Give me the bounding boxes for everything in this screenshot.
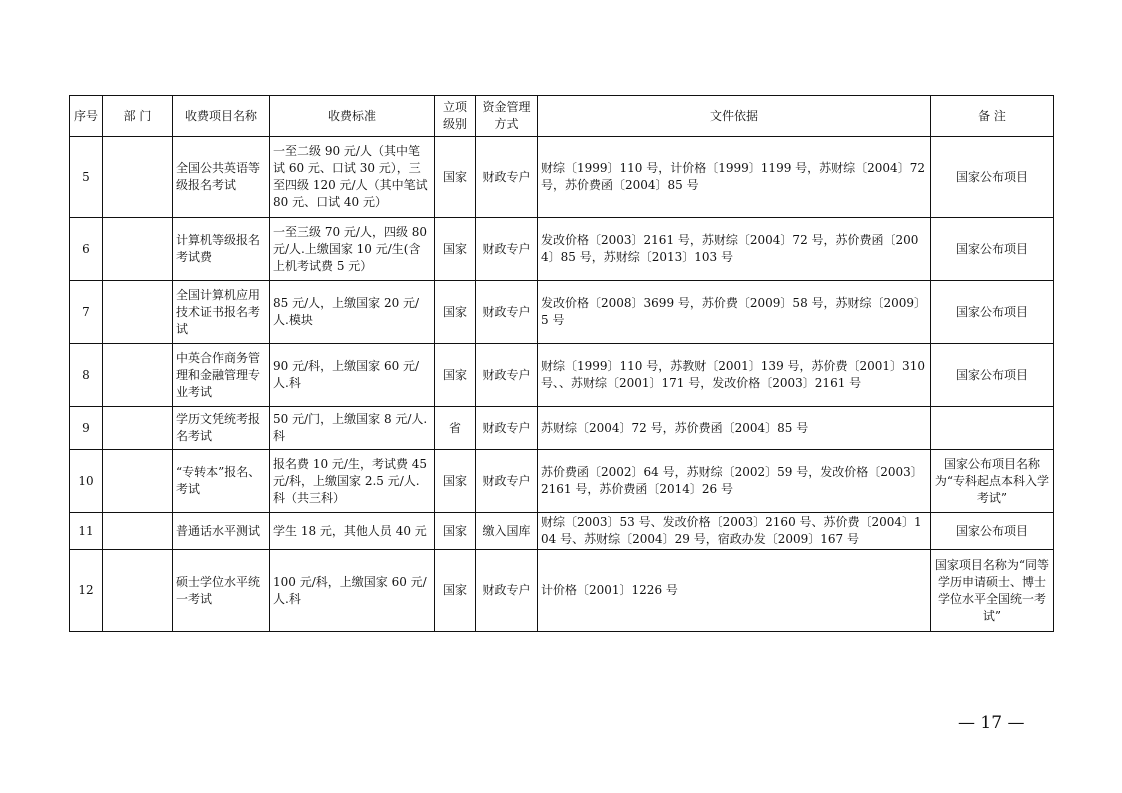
table-row (70, 218, 1054, 281)
header-funds: 资金管理方式 (476, 96, 538, 137)
row-level: 国家 (435, 344, 476, 407)
row-dept (103, 407, 173, 450)
row-item: 全国计算机应用技术证书报名考试 (173, 281, 270, 344)
table-row (70, 281, 1054, 344)
row-seq: 5 (70, 137, 103, 218)
header-standard: 收费标准 (270, 96, 435, 137)
row-level: 国家 (435, 137, 476, 218)
row-standard: 一至二级 90 元/人（其中笔试 60 元、口试 30 元），三至四级 120 元/人（其中笔试 80 元、口试 40 元） (270, 137, 435, 218)
row-funds: 财政专户 (476, 450, 538, 513)
row-funds: 财政专户 (476, 550, 538, 632)
row-basis: 发改价格〔2003〕2161 号，苏财综〔2004〕72 号，苏价费函〔2004〕85 号，苏财综〔2013〕103 号 (538, 218, 931, 281)
row-standard: 一至三级 70 元/人，四级 80 元/人.上缴国家 10 元/生(含上机考试费 5 元） (270, 218, 435, 281)
header-level: 立项级别 (435, 96, 476, 137)
row-note: 国家公布项目 (931, 137, 1054, 218)
row-item: 中英合作商务管理和金融管理专业考试 (173, 344, 270, 407)
table-row (70, 450, 1054, 513)
row-dept (103, 450, 173, 513)
row-item: “专转本”报名、考试 (173, 450, 270, 513)
row-seq: 11 (70, 513, 103, 550)
fee-table (69, 95, 1054, 632)
row-note: 国家公布项目 (931, 344, 1054, 407)
row-dept (103, 218, 173, 281)
table-row (70, 550, 1054, 632)
row-level: 国家 (435, 550, 476, 632)
row-note: 国家公布项目 (931, 281, 1054, 344)
row-basis: 苏财综〔2004〕72 号，苏价费函〔2004〕85 号 (538, 407, 931, 450)
table-row (70, 137, 1054, 218)
row-dept (103, 344, 173, 407)
row-basis: 计价格〔2001〕1226 号 (538, 550, 931, 632)
row-funds: 财政专户 (476, 137, 538, 218)
header-seq: 序号 (70, 96, 103, 137)
table-row (70, 513, 1054, 550)
page-number: — 17 — (958, 713, 1025, 733)
row-note: 国家公布项目 (931, 513, 1054, 550)
row-seq: 10 (70, 450, 103, 513)
row-dept (103, 513, 173, 550)
row-dept (103, 281, 173, 344)
row-dept (103, 137, 173, 218)
row-level: 国家 (435, 218, 476, 281)
header-note: 备 注 (931, 96, 1054, 137)
row-item: 计算机等级报名考试费 (173, 218, 270, 281)
row-standard: 90 元/科，上缴国家 60 元/人.科 (270, 344, 435, 407)
row-level: 国家 (435, 513, 476, 550)
row-basis: 财综〔1999〕110 号，苏教财〔2001〕139 号，苏价费〔2001〕310 号、、苏财综〔2001〕171 号，发改价格〔2003〕2161 号 (538, 344, 931, 407)
row-item: 普通话水平测试 (173, 513, 270, 550)
header-dept: 部 门 (103, 96, 173, 137)
row-item: 硕士学位水平统一考试 (173, 550, 270, 632)
row-standard: 100 元/科，上缴国家 60 元/人.科 (270, 550, 435, 632)
row-standard: 85 元/人，上缴国家 20 元/人.模块 (270, 281, 435, 344)
row-funds: 财政专户 (476, 218, 538, 281)
row-item: 学历文凭统考报名考试 (173, 407, 270, 450)
table-header-row (70, 96, 1054, 137)
row-basis: 财综〔2003〕53 号、发改价格〔2003〕2160 号、苏价费〔2004〕104 号、苏财综〔2004〕29 号，宿政办发〔2009〕167 号 (538, 513, 931, 550)
row-seq: 6 (70, 218, 103, 281)
row-standard: 学生 18 元，其他人员 40 元 (270, 513, 435, 550)
row-level: 国家 (435, 450, 476, 513)
row-note: 国家公布项目 (931, 218, 1054, 281)
row-seq: 8 (70, 344, 103, 407)
row-level: 省 (435, 407, 476, 450)
row-seq: 9 (70, 407, 103, 450)
row-note: 国家公布项目名称为“专科起点本科入学考试” (931, 450, 1054, 513)
row-dept (103, 550, 173, 632)
row-funds: 缴入国库 (476, 513, 538, 550)
row-standard: 50 元/门，上缴国家 8 元/人.科 (270, 407, 435, 450)
row-seq: 7 (70, 281, 103, 344)
row-seq: 12 (70, 550, 103, 632)
row-standard: 报名费 10 元/生，考试费 45 元/科，上缴国家 2.5 元/人.科（共三科） (270, 450, 435, 513)
row-funds: 财政专户 (476, 281, 538, 344)
row-basis: 苏价费函〔2002〕64 号，苏财综〔2002〕59 号，发改价格〔2003〕2161 号，苏价费函〔2014〕26 号 (538, 450, 931, 513)
table-row (70, 344, 1054, 407)
row-note (931, 407, 1054, 450)
header-item: 收费项目名称 (173, 96, 270, 137)
header-basis: 文件依据 (538, 96, 931, 137)
row-funds: 财政专户 (476, 344, 538, 407)
row-note: 国家项目名称为“同等学历申请硕士、博士学位水平全国统一考试” (931, 550, 1054, 632)
row-basis: 发改价格〔2008〕3699 号，苏价费〔2009〕58 号，苏财综〔2009〕5 号 (538, 281, 931, 344)
row-funds: 财政专户 (476, 407, 538, 450)
table-row (70, 407, 1054, 450)
row-level: 国家 (435, 281, 476, 344)
row-basis: 财综〔1999〕110 号，计价格〔1999〕1199 号，苏财综〔2004〕72 号，苏价费函〔2004〕85 号 (538, 137, 931, 218)
row-item: 全国公共英语等级报名考试 (173, 137, 270, 218)
